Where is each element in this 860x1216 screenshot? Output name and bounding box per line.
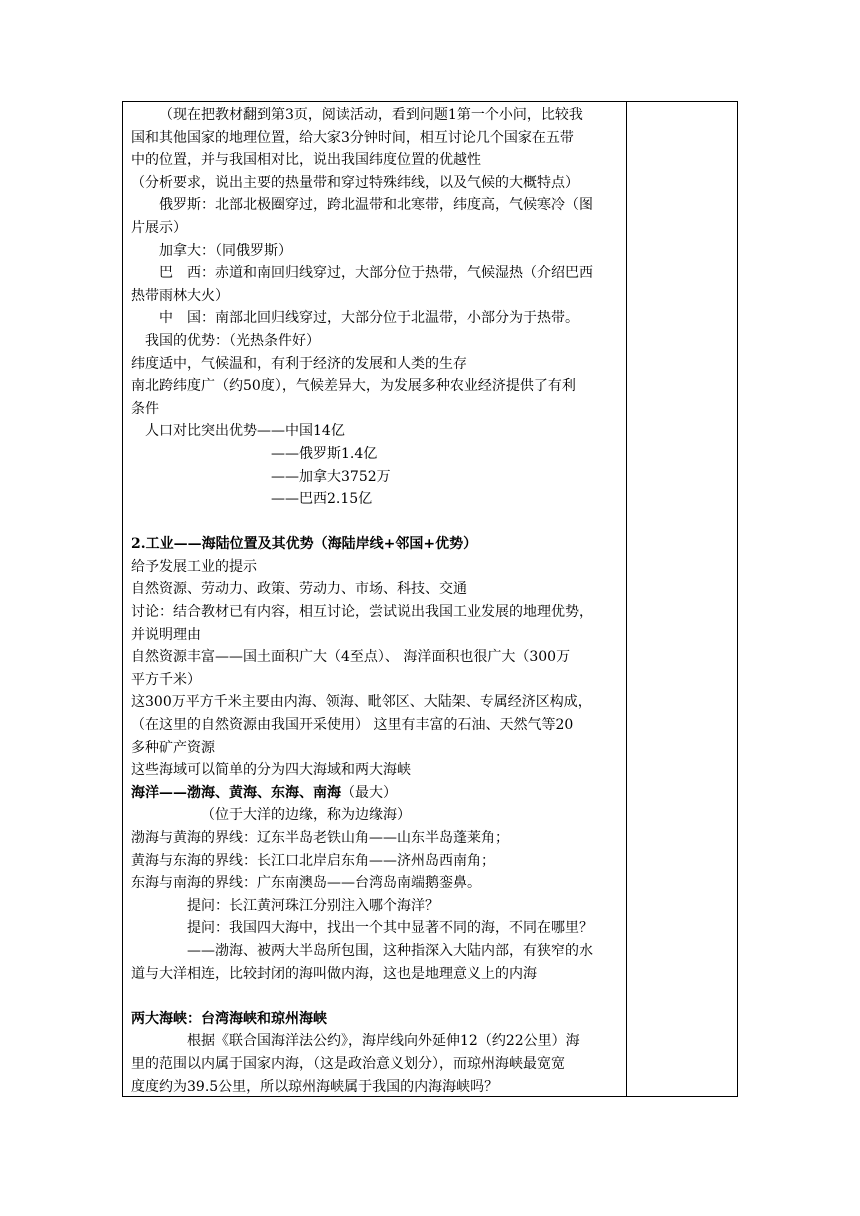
section-heading-industry: 2.工业——海陆位置及其优势（海陆岸线+邻国+优势） (131, 536, 478, 553)
text-line: 渤海与黄海的界线：辽东半岛老铁山角——山东半岛蓬莱角； (131, 830, 509, 846)
column-divider (626, 102, 627, 1096)
seas-note: （最大） (341, 784, 397, 801)
text-line: （位于大洋的边缘，称为边缘海） (201, 807, 411, 824)
lesson-content-cell (131, 104, 621, 1098)
text-line: 道与大洋相连，比较封闭的海叫做内海，这也是地理意义上的内海 (131, 965, 537, 982)
text-line: 条件 (131, 400, 159, 417)
text-line-seas (131, 782, 621, 805)
lesson-table (122, 101, 738, 1097)
text-line: 南北跨纬度广（约50度），气候差异大，为发展多种农业经济提供了有利 (131, 378, 576, 395)
text-line: 并说明理由 (131, 626, 201, 643)
text-line: 我国的优势：（光热条件好） (145, 332, 320, 349)
text-line: 给予发展工业的提示 (131, 558, 257, 575)
text-line: 俄罗斯：北部北极圈穿过，跨北温带和北寒带，纬度高，气候寒冷（图 (159, 197, 593, 214)
text-line: 里的范围以内属于国家内海，（这是政治意义划分），而琼州海峡最宽宽 (131, 1055, 565, 1072)
blank-line (131, 511, 621, 534)
text-line: 自然资源丰富——国土面积广大（4至点）、 海洋面积也很广大（300万 (131, 649, 571, 666)
text-line: 讨论：结合教材已有内容，相互讨论，尝试说出我国工业发展的地理优势， (131, 604, 593, 621)
text-line: 纬度适中，气候温和，有利于经济的发展和人类的生存 (131, 355, 467, 372)
text-line: 巴 西：赤道和南回归线穿过，大部分位于热带，气候湿热（介绍巴西 (159, 265, 593, 282)
text-line: 提问：我国四大海中，找出一个其中显著不同的海，不同在哪里？ (187, 920, 593, 937)
text-line: 中 国：南部北回归线穿过，大部分位于北温带，小部分为于热带。 (159, 310, 579, 327)
text-line: 平方千米） (131, 671, 201, 688)
text-line: 人口对比突出优势——中国14亿 (145, 423, 345, 440)
section-heading-straits: 两大海峡：台湾海峡和琼州海峡 (131, 1010, 327, 1027)
text-line: 提问：长江黄河珠江分别注入哪个海洋？ (187, 897, 439, 914)
text-line: 黄海与东海的界线：长江口北岸启东角——济州岛西南角； (131, 852, 495, 869)
blank-line (131, 985, 621, 1008)
text-line: 度度约为39.5公里，所以琼州海峡属于我国的内海海峡吗？ (131, 1078, 499, 1095)
text-line: 这些海域可以简单的分为四大海域和两大海峡 (131, 762, 411, 779)
text-line: （现在把教材翻到第3页，阅读活动，看到问题1第一个小问，比较我 (159, 107, 583, 123)
text-line: 加拿大：（同俄罗斯） (159, 242, 292, 259)
text-line: 国和其他国家的地理位置，给大家3分钟时间，相互讨论几个国家在五带 (131, 129, 574, 146)
text-line: ——渤海、被两大半岛所包围，这种指深入大陆内部，有狭窄的水 (187, 942, 593, 959)
text-line: 中的位置，并与我国相对比，说出我国纬度位置的优越性 (131, 152, 481, 169)
text-line: （分析要求，说出主要的热量带和穿过特殊纬线，以及气候的大概特点） (131, 174, 579, 191)
text-line: 东海与南海的界线：广东南澳岛——台湾岛南端鹅銮鼻。 (131, 875, 481, 892)
text-line: 自然资源、劳动力、政策、劳动力、市场、科技、交通 (131, 581, 467, 598)
text-line: 这300万平方千米主要由内海、领海、毗邻区、大陆架、专属经济区构成， (131, 694, 592, 711)
text-line: 片展示） (131, 219, 187, 236)
text-line: 多种矿产资源 (131, 739, 215, 756)
seas-heading: 海洋——渤海、黄海、东海、南海 (131, 784, 341, 801)
text-line: 根据《联合国海洋法公约》，海岸线向外延伸12（约22公里）海 (187, 1033, 580, 1050)
text-line: ——加拿大3752万 (271, 468, 391, 485)
text-line: 热带雨林大火） (131, 287, 229, 304)
text-line: ——巴西2.15亿 (271, 491, 373, 508)
text-line: （在这里的自然资源由我国开采使用） 这里有丰富的石油、天然气等20 (131, 717, 574, 734)
text-line: ——俄罗斯1.4亿 (271, 445, 378, 462)
